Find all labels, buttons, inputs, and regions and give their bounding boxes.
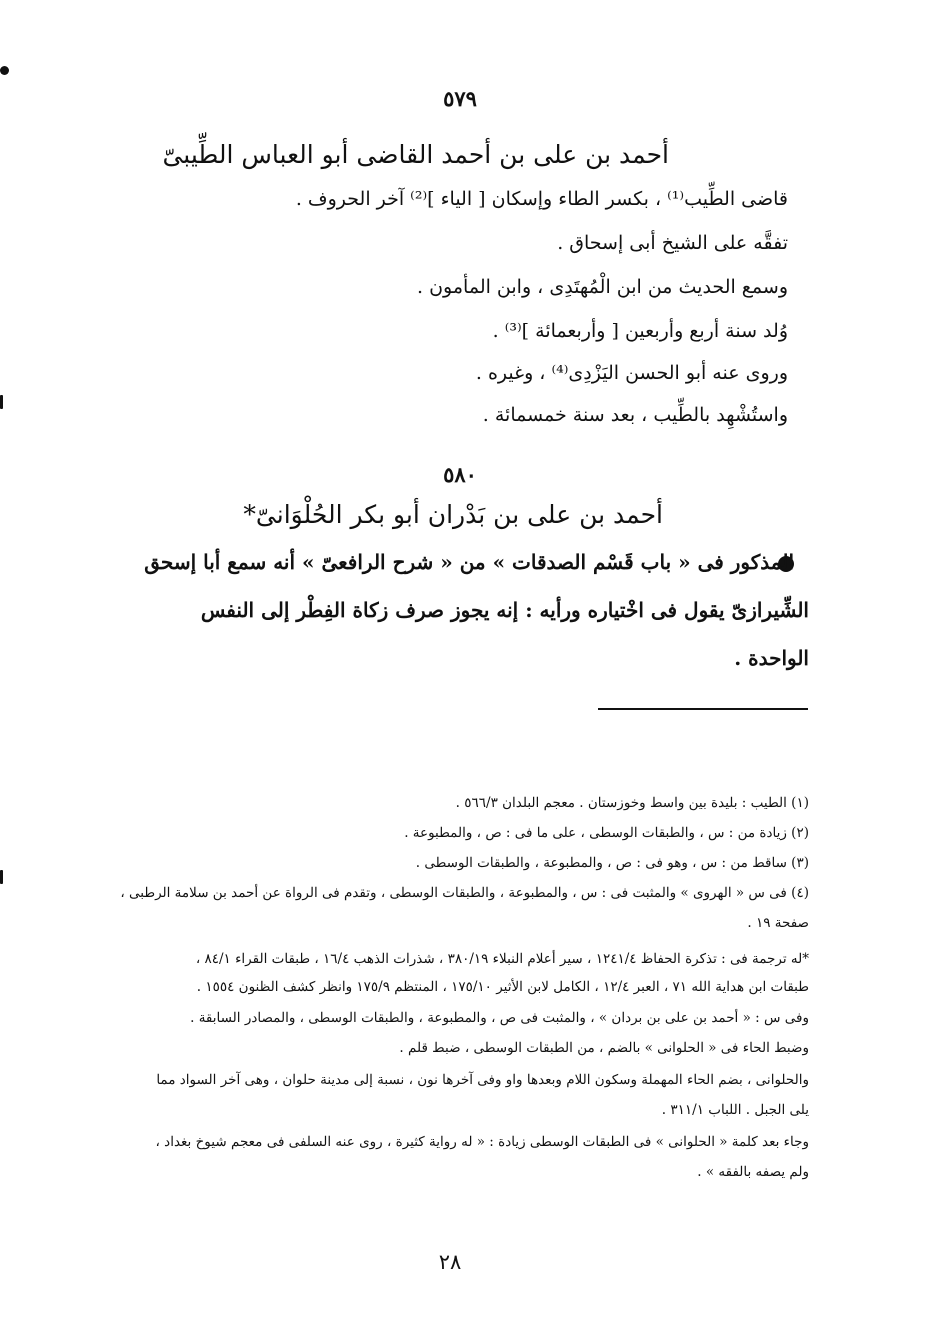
entry-line: واستُشْهِد بالطِّيب ، بعد سنة خمسمائة . — [482, 404, 788, 426]
entry-paragraph-line: الشِّيرازىّ يقول فى اخْتياره ورأيه : إنه يجوز صرف زكاة الفِطْر إلى النفس — [200, 598, 809, 622]
entry-paragraph-line: المذكور فى « باب قَسْم الصدقات » من « شرح الرافعىّ » أنه سمع أبا إسحق — [144, 550, 794, 574]
entry-line: قاضى الطِّيب⁽¹⁾ ، بكسر الطاء وإسكان [ الياء ]⁽²⁾ آخر الحروف . — [295, 188, 788, 210]
footnote-line: طبقات ابن هداية الله ٧١ ، العبر ١٢/٤ ، الكامل لابن الأثير ١٧٥/١٠ ، المنتظم ١٧٥/٩ وانظر كشف الظنون ١٥٥٤ . — [196, 979, 809, 995]
scan-mark-top — [0, 66, 9, 75]
entry-number: ٥٧٩ — [443, 86, 477, 111]
footnote-line: يلى الجبل . اللباب ٣١١/١ . — [661, 1102, 809, 1118]
footnote-line: وجاء بعد كلمة « الحلوانى » فى الطبقات الوسطى زيادة : « له رواية كثيرة ، روى عنه السلفى فى معجم شيوخ بغداد ، — [155, 1134, 809, 1150]
entry-title: أحمد بن على بن أحمد القاضى أبو العباس الطِّيبىّ — [162, 140, 669, 169]
entry-line: تفقَّه على الشيخ أبى إسحاق . — [557, 232, 788, 254]
entry-paragraph-line: الواحدة . — [734, 646, 809, 670]
scan-mark-middle — [0, 395, 3, 409]
entry-line: وروى عنه أبو الحسن اليَزْدِى⁽⁴⁾ ، وغيره . — [475, 362, 788, 384]
entry-number: ٥٨٠ — [443, 462, 477, 487]
footnote-line: وضبط الحاء فى « الحلوانى » بالضم ، من الطبقات الوسطى ، ضبط قلم . — [399, 1040, 809, 1056]
footnote-line: صفحة ١٩ . — [747, 915, 809, 931]
entry-line: وسمع الحديث من ابن الْمُهتَدِى ، وابن المأمون . — [417, 276, 788, 298]
footnote-line: *له ترجمة فى : تذكرة الحفاظ ١٢٤١/٤ ، سير أعلام النبلاء ٣٨٠/١٩ ، شذرات الذهب ١٦/٤ ، طبقات القراء ٨٤/١ ، — [195, 951, 809, 967]
footnote-line: والحلوانى ، بضم الحاء المهملة وسكون اللام وبعدها واو وفى آخرها نون ، نسبة إلى مدينة حلوان ، وهى آخر السواد مما — [156, 1072, 809, 1088]
footnote-separator — [598, 708, 808, 710]
page-number: ٢٨ — [438, 1250, 462, 1274]
footnote-line: (٤) فى س « الهروى » والمثبت فى : س ، والمطبوعة ، والطبقات الوسطى ، وتقدم فى الرواة عن أحمد بن سلامة الرطبى ، — [120, 885, 809, 901]
footnote-line: (٢) زيادة من : س ، والطبقات الوسطى ، على ما فى : ص ، والمطبوعة . — [404, 825, 809, 841]
scan-mark-lower — [0, 870, 3, 884]
entry-line: وُلد سنة أربع وأربعين [ وأربعمائة ]⁽³⁾ . — [492, 320, 788, 342]
footnote-line: ولم يصفه بالفقه » . — [697, 1164, 809, 1180]
footnote-line: (١) الطيب : بليدة بين واسط وخوزستان . معجم البلدان ٥٦٦/٣ . — [455, 795, 809, 811]
footnote-line: وفى س : « أحمد بن على بن بردان » ، والمثبت فى ص ، والمطبوعة ، والطبقات الوسطى ، والمصادر السابقة . — [190, 1010, 809, 1026]
footnote-line: (٣) ساقط من : س ، وهو فى : ص ، والمطبوعة ، والطبقات الوسطى . — [415, 855, 809, 871]
entry-title: أحمد بن على بن بَدْران أبو بكر الحُلْوَانىّ* — [243, 500, 663, 529]
